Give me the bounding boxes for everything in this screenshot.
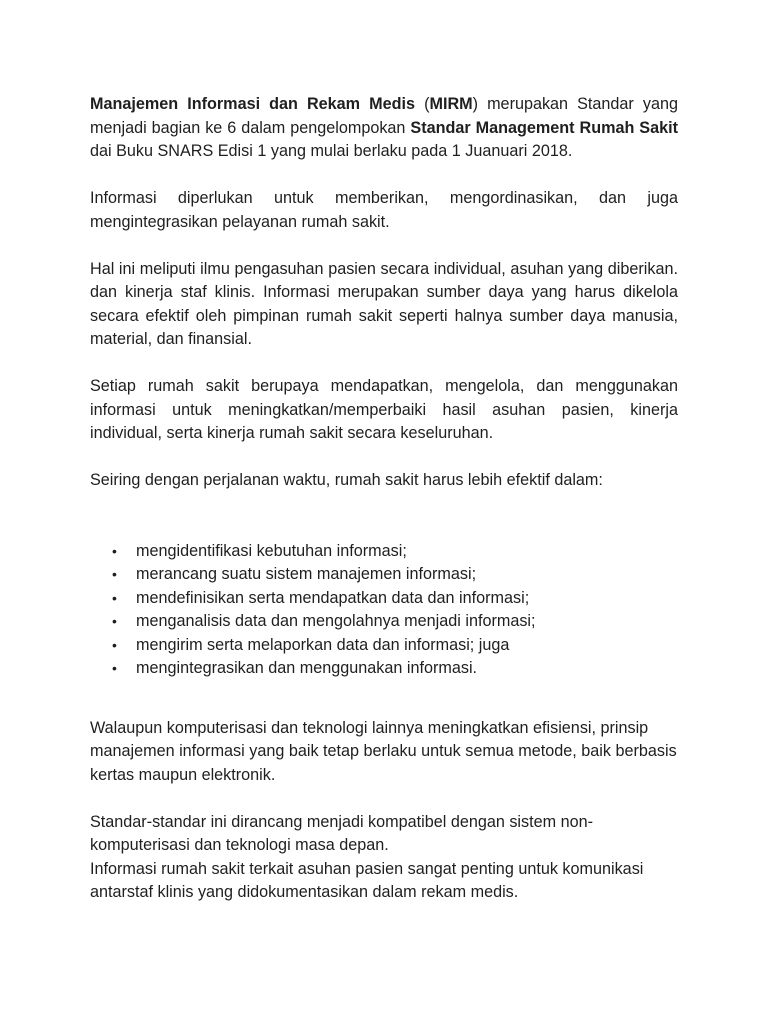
list-item-text: mengintegrasikan dan menggunakan informasi. — [136, 659, 478, 677]
intro-text-3: dai Buku SNARS Edisi 1 yang mulai berlaku pada 1 Juanuari 2018. — [90, 142, 573, 160]
list-item — [90, 634, 678, 658]
paragraph-computerization: Walaupun komputerisasi dan teknologi lainnya meningkatkan efisiensi, prinsip manajemen informasi yang baik tetap berlaku untuk semua metode, baik berbasis kertas maupun elektronik. — [90, 718, 677, 784]
list-item — [90, 563, 678, 587]
intro-text-2: ) merupakan Standar yang menjadi bagian ke 6 dalam pengelompokan — [90, 95, 678, 137]
list-item-text: menganalisis data dan mengolahnya menjadi informasi; — [136, 612, 536, 630]
list-item — [90, 587, 678, 611]
bold-term-mirm-full: Manajemen Informasi dan Rekam Medis — [90, 95, 416, 113]
bullet-icon: • — [112, 636, 117, 653]
list-item — [90, 657, 678, 681]
bold-term-mirm: MIRM — [429, 95, 473, 113]
list-item-text: mengirim serta melaporkan data dan informasi; juga — [136, 635, 510, 654]
paragraph-scope: Hal ini meliputi ilmu pengasuhan pasien secara individual, asuhan yang diberikan. dan kinerja staf klinis. Informasi merupakan sumber daya yang harus dikelola secara efektif oleh pimpinan rumah sakit seperti halnya sumber daya manusia, material, dan finansial. — [90, 259, 678, 348]
spacer — [90, 493, 678, 540]
bullet-icon: • — [112, 613, 117, 629]
paragraph-information-needed: Informasi diperlukan untuk memberikan, mengordinasikan, dan juga mengintegrasikan pelayanan rumah sakit. — [90, 189, 678, 231]
paragraph-intro — [90, 93, 678, 164]
paragraph-effectiveness-intro: Seiring dengan perjalanan waktu, rumah sakit harus lebih efektif dalam: — [90, 471, 603, 489]
list-item-text: mengidentifikasi kebutuhan informasi; — [136, 541, 407, 560]
document-body — [90, 93, 678, 928]
paragraph-medical-records: Informasi rumah sakit terkait asuhan pasien sangat penting untuk komunikasi antarstaf klinis yang didokumentasikan dalam rekam medis. — [90, 859, 644, 901]
paragraph-hospital-efforts: Setiap rumah sakit berupaya mendapatkan, mengelola, dan menggunakan informasi untuk meningkatkan/memperbaiki hasil asuhan pasien, kinerja individual, serta kinerja rumah sakit secara keseluruhan. — [90, 377, 678, 442]
list-item-text: merancang suatu sistem manajemen informasi; — [136, 565, 477, 583]
paragraph-standards-compatible: Standar-standar ini dirancang menjadi kompatibel dengan sistem non-komputerisasi dan teknologi masa depan. — [90, 812, 594, 854]
intro-text-1: ( — [415, 95, 430, 113]
list-item — [90, 540, 678, 564]
bullet-icon: • — [112, 589, 117, 606]
list-item — [90, 610, 678, 634]
bullet-icon: • — [112, 542, 117, 559]
list-item-text: mendefinisikan serta mendapatkan data dan informasi; — [136, 588, 530, 607]
bold-term-standard: Standar Management Rumah Sakit — [410, 118, 679, 137]
bullet-list — [90, 540, 678, 681]
bullet-icon: • — [112, 660, 117, 676]
spacer — [90, 681, 678, 717]
bullet-icon: • — [112, 566, 117, 582]
